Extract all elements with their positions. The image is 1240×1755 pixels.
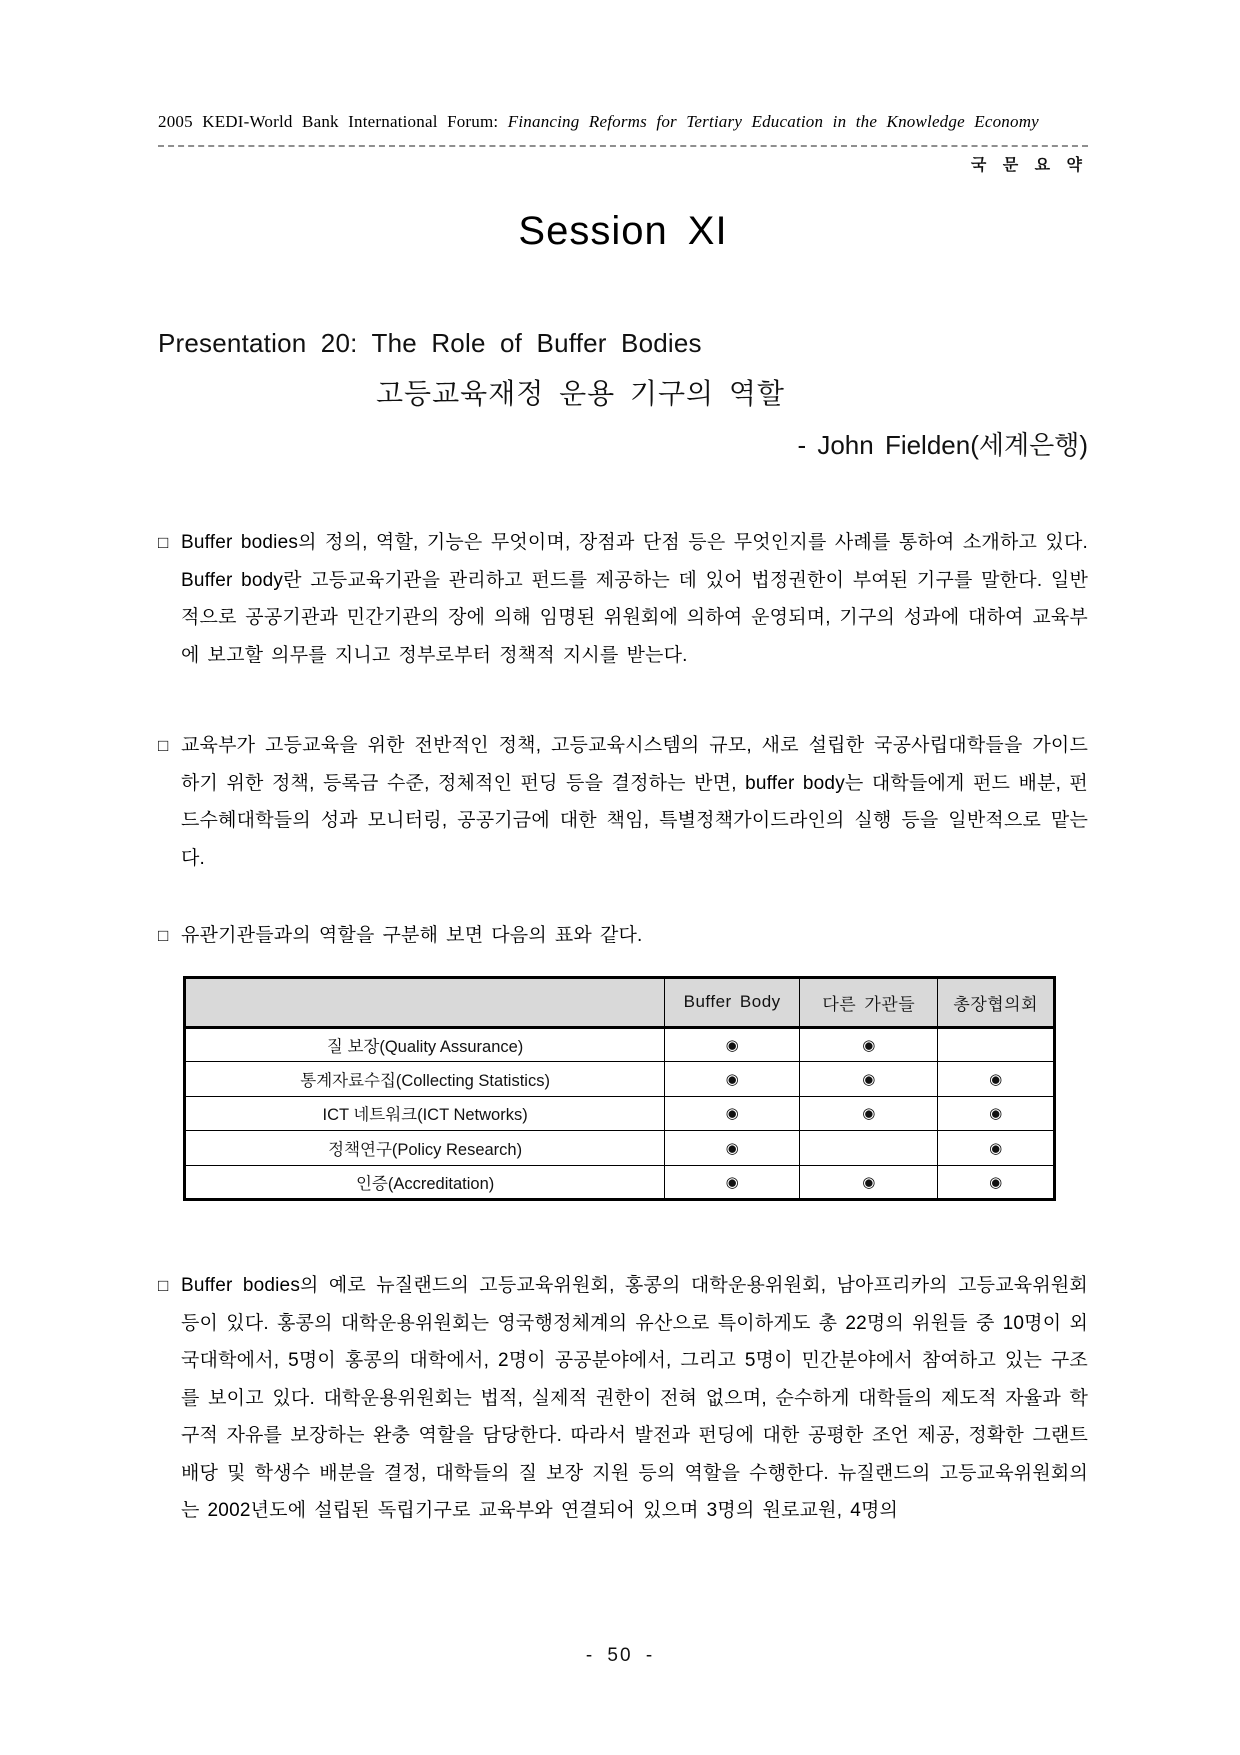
mark-cell: ◉	[665, 1131, 800, 1166]
mark-cell: ◉	[800, 1096, 938, 1131]
row-label: 정책연구(Policy Research)	[185, 1131, 665, 1166]
header-divider	[158, 145, 1088, 147]
header-cell-other-bodies: 다른 가관들	[800, 977, 938, 1027]
mark-cell: ◉	[938, 1062, 1055, 1097]
roles-table	[183, 976, 1056, 1202]
header-cell-presidents-council: 총장협의회	[938, 977, 1055, 1027]
mark-cell: ◉	[665, 1096, 800, 1131]
table-row	[185, 1062, 1055, 1097]
mark-cell: ◉	[800, 1027, 938, 1062]
presentation-heading	[158, 328, 1088, 462]
square-bullet-icon: □	[158, 736, 169, 755]
running-header	[158, 112, 1088, 132]
mark-cell	[938, 1027, 1055, 1062]
row-label: 인증(Accreditation)	[185, 1165, 665, 1200]
forum-subtitle: Financing Reforms for Tertiary Education in the Knowledge Economy	[507, 112, 1039, 131]
presentation-subtitle-korean: 고등교육재정 운용 기구의 역할	[376, 378, 785, 409]
table-row	[185, 1165, 1055, 1200]
table-header-row	[185, 977, 1055, 1027]
square-bullet-icon: □	[158, 926, 169, 945]
summary-paragraph-1	[158, 524, 1088, 674]
korean-summary-label: 국 문 요 약	[970, 157, 1088, 174]
presentation-title: Presentation 20: The Role of Buffer Bodies	[158, 328, 702, 358]
mark-cell: ◉	[938, 1165, 1055, 1200]
header-cell-empty	[185, 977, 665, 1027]
header-cell-buffer-body: Buffer Body	[665, 977, 800, 1027]
presentation-author: - John Fielden(세계은행)	[797, 430, 1088, 460]
mark-cell: ◉	[665, 1165, 800, 1200]
session-title: Session XI	[518, 209, 728, 253]
table-row	[185, 1027, 1055, 1062]
row-label: 통계자료수집(Collecting Statistics)	[185, 1062, 665, 1097]
mark-cell: ◉	[800, 1165, 938, 1200]
table-row	[185, 1131, 1055, 1166]
paragraph-text: 유관기관들과의 역할을 구분해 보면 다음의 표와 같다.	[181, 925, 643, 946]
summary-paragraph-4	[158, 1267, 1088, 1530]
forum-title: 2005 KEDI-World Bank International Forum:	[158, 112, 499, 131]
mark-cell: ◉	[800, 1062, 938, 1097]
mark-cell: ◉	[665, 1027, 800, 1062]
mark-cell: ◉	[665, 1062, 800, 1097]
summary-paragraph-3	[158, 917, 1088, 955]
paragraph-text: 교육부가 고등교육을 위한 전반적인 정책, 고등교육시스템의 규모, 새로 설립한 국공사립대학들을 가이드하기 위한 정책, 등록금 수준, 정체적인 펀딩 등을 결정하는 반면, buffer body는 대학들에게 펀드 배분, 펀드수혜대학들의 성과 모니터링, 공공기금에 대한 책임, 특별정책가이드라인의 실행 등을 일반적으로 맡는다.	[181, 735, 1088, 869]
page-number: - 50 -	[585, 1645, 655, 1666]
row-label: ICT 네트워크(ICT Networks)	[185, 1096, 665, 1131]
paragraph-text: Buffer bodies의 예로 뉴질랜드의 고등교육위원회, 홍콩의 대학운용위원회, 남아프리카의 고등교육위원회 등이 있다. 홍콩의 대학운용위원회는 영국행정체계의 유산으로 특이하게도 총 22명의 위원들 중 10명이 외국대학에서, 5명이 홍콩의 대학에서, 2명이 공공분야에서, 그리고 5명이 민간분야에서 참여하고 있는 구조를 보이고 있다. 대학운용위원회는 법적, 실제적 권한이 전혀 없으며, 순수하게 대학들의 제도적 자율과 학구적 자유를 보장하는 완충 역할을 담당한다. 따라서 발전과 펀딩에 대한 공평한 조언 제공, 정확한 그랜트 배당 및 학생수 배분을 결정, 대학들의 질 보장 지원 등의 역할을 수행한다. 뉴질랜드의 고등교육위원회의는 2002년도에 설립된 독립기구로 교육부와 연결되어 있으며 3명의 원로교원, 4명의	[181, 1275, 1088, 1521]
square-bullet-icon: □	[158, 533, 169, 552]
mark-cell: ◉	[938, 1096, 1055, 1131]
table-row	[185, 1096, 1055, 1131]
mark-cell	[800, 1131, 938, 1166]
square-bullet-icon: □	[158, 1276, 169, 1295]
paragraph-text: Buffer bodies의 정의, 역할, 기능은 무엇이며, 장점과 단점 등은 무엇인지를 사례를 통하여 소개하고 있다. Buffer body란 고등교육기관을 관리하고 펀드를 제공하는 데 있어 법정권한이 부여된 기구를 말한다. 일반적으로 공공기관과 민간기관의 장에 의해 임명된 위원회에 의하여 운영되며, 기구의 성과에 대하여 교육부에 보고할 의무를 지니고 정부로부터 정책적 지시를 받는다.	[181, 532, 1088, 666]
summary-paragraph-2	[158, 727, 1088, 877]
mark-cell: ◉	[938, 1131, 1055, 1166]
row-label: 질 보장(Quality Assurance)	[185, 1027, 665, 1062]
